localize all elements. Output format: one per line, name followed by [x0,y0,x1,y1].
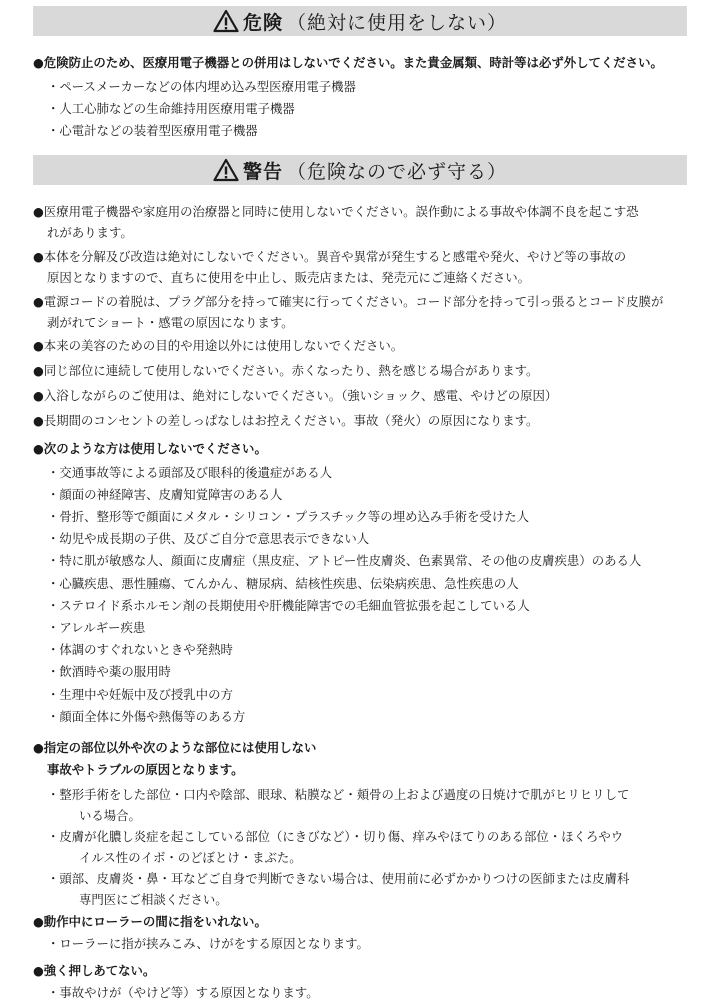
warning-bullet: ●本来の美容のための目的や用途以外には使用しないでください。 [33,338,404,353]
not-for-item: ・飲酒時や薬の服用時 [47,664,171,679]
warning-subtitle: （危険なので必ず守る） [287,160,508,183]
warning-bullet: ●長期間のコンセントの差しっぱなしはお控えください。事故（発火）の原因になります。 [33,413,539,428]
not-for-item: ・顔面全体に外傷や熱傷等のある方 [47,709,246,724]
warning-bullet: ●医療用電子機器や家庭用の治療器と同時に使用しないでください。誤作動による事故や体調不良を起こす恐 [33,204,639,219]
not-for-item: ・生理中や妊娠中及び授乳中の方 [47,687,233,702]
danger-title: 危険 [242,11,283,34]
not-for-item: ・特に肌が敏感な人、顔面に皮膚症（黒皮症、アトピー性皮膚炎、色素異常、その他の皮膚疾患）のある人 [47,553,642,568]
not-for-item: ・アレルギー疾患 [47,620,146,635]
warning-bullet-cont: 剥がれてショート・感電の原因になります。 [47,315,294,330]
not-for-item: ・ステロイド系ホルモン剤の長期使用や肝機能障害での毛細血管拡張を起こしている人 [47,598,530,613]
warning-triangle-icon [213,158,239,182]
danger-header [33,6,687,36]
danger-main-warning: ●危険防止のため、医療用電子機器との併用はしないでください。また貴金属類、時計等は必ず外してください。 [33,55,663,70]
parts-item-cont: イルス性のイボ・のどぼとけ・まぶた。 [79,850,302,865]
warning-title: 警告 [242,160,283,183]
danger-subtitle: （絶対に使用をしない） [287,11,508,34]
not-for-item: ・心臓疾患、悪性腫瘍、てんかん、糖尿病、結核性疾患、伝染病疾患、急性疾患の人 [47,576,519,591]
not-for-item: ・交通事故等による頭部及び眼科的後遺症がある人 [47,465,332,480]
warning-bullet-cont: れがあります。 [47,225,133,240]
parts-heading: ●指定の部位以外や次のような部位には使用しない [33,740,317,755]
not-for-item: ・体調のすぐれないときや発熱時 [47,642,233,657]
warning-triangle-icon [213,9,239,33]
roller-item: ・ローラーに指が挟みこみ、けがをする原因となります。 [47,936,369,951]
warning-bullet: ●入浴しながらのご使用は、絶対にしないでください。（強いショック、感電、やけどの原因） [33,388,558,403]
danger-item: ・人工心肺などの生命維持用医療用電子機器 [47,101,295,116]
parts-heading-cont: 事故やトラブルの原因となります。 [47,762,244,777]
warning-bullet: ●電源コードの着脱は、プラグ部分を持って確実に行ってください。コード部分を持って引っ張るとコード皮膜が [33,294,664,309]
not-for-item: ・顔面の神経障害、皮膚知覚障害のある人 [47,487,283,502]
warning-header [33,155,687,185]
warning-bullet: ●同じ部位に連続して使用しないでください。赤くなったり、熱を感じる場合があります。 [33,363,539,378]
parts-item: ・整形手術をした部位・口内や陰部、眼球、粘膜など・頬骨の上および過度の日焼けで肌がヒリヒリして [47,787,630,802]
not-for-item: ・骨折、整形等で顔面にメタル・シリコン・プラスチック等の埋め込み手術を受けた人 [47,509,529,524]
not-for-heading: ●次のような方は使用しないでください。 [33,441,267,456]
parts-item: ・頭部、皮膚炎・鼻・耳などご自身で判断できない場合は、使用前に必ずかかりつけの医師または皮膚科 [47,871,630,886]
parts-item-cont: いる場合。 [79,808,141,823]
warning-bullet: ●本体を分解及び改造は絶対にしないでください。異音や異常が発生すると感電や発火、やけど等の事故の [33,249,627,264]
danger-item: ・ペースメーカーなどの体内埋め込み型医療用電子機器 [47,79,356,94]
danger-item: ・心電計などの装着型医療用電子機器 [47,123,258,138]
press-item: ・事故やけが（やけど等）する原因となります。 [47,985,319,1000]
press-heading: ●強く押しあてない。 [33,963,156,978]
parts-item-cont: 専門医にご相談ください。 [79,892,228,907]
not-for-item: ・幼児や成長期の子供、及びご自分で意思表示できない人 [47,531,370,546]
warning-bullet-cont: 原因となりますので、直ちに使用を中止し、販売店または、発売元にご連絡ください。 [47,270,530,285]
parts-item: ・皮膚が化膿し炎症を起こしている部位（にきびなど）・切り傷、痒みやほてりのある部位・ほくろやウ [47,829,624,844]
roller-heading: ●動作中にローラーの間に指をいれない。 [33,914,267,929]
